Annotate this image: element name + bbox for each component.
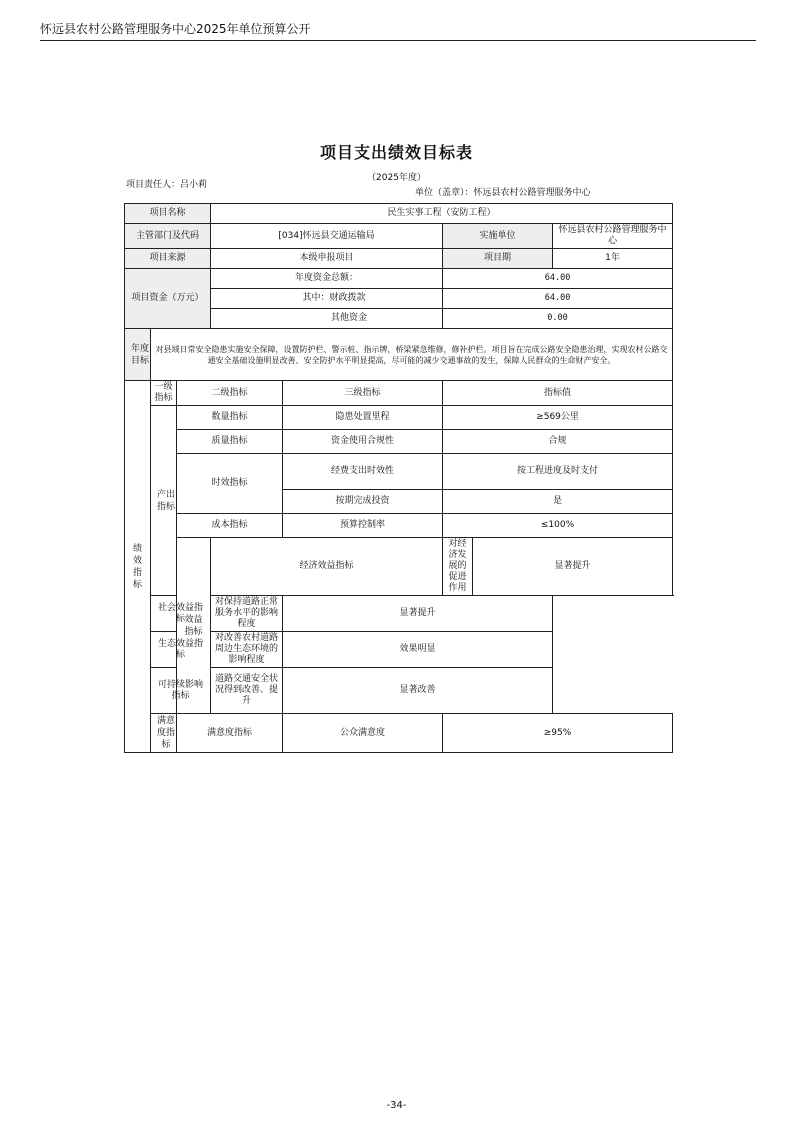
level3-timeliness-b: 按期完成投资: [283, 490, 443, 514]
funds-fiscal-value: 64.00: [443, 289, 673, 309]
document-title: 项目支出绩效目标表: [319, 143, 473, 162]
table-row: [125, 714, 673, 753]
value-cost: ≤100%: [443, 514, 673, 538]
period-label: 项目期: [443, 249, 553, 269]
level3-satisfaction: 公众满意度: [283, 714, 443, 753]
dept-value: [034]怀远县交通运输局: [211, 224, 443, 249]
col-header-level3: 三级指标: [283, 381, 443, 406]
funds-fiscal-label: 其中：财政拨款: [211, 289, 443, 309]
performance-target-table: [124, 203, 673, 753]
level3-quality: 资金使用合规性: [283, 430, 443, 454]
level3-quantity: 隐患处置里程: [283, 406, 443, 430]
table-row: [125, 204, 673, 224]
source-value: 本级申报项目: [211, 249, 443, 269]
col-header-value: 指标值: [443, 381, 673, 406]
output-indicator-label: 产出指标: [151, 406, 177, 596]
value-satisfaction: ≥95%: [443, 714, 673, 753]
level3-economic: 对经济发展的促进作用: [443, 538, 473, 596]
perf-indicator-label: 绩效指标: [125, 381, 151, 753]
level2-quality: 质量指标: [177, 430, 283, 454]
level2-social: 社会效益指标: [151, 596, 211, 632]
value-timeliness-b: 是: [443, 490, 673, 514]
table-row: [125, 514, 673, 538]
level3-cost: 预算控制率: [283, 514, 443, 538]
level3-sustainable: 道路交通安全状况得到改善、提升: [211, 668, 283, 714]
col-header-level1: 一级指标: [151, 381, 177, 406]
benefit-indicator-label: 效益指标: [177, 538, 211, 714]
project-owner: 项目责任人：吕小莉: [126, 180, 208, 190]
value-timeliness-a: 按工程进度及时支付: [443, 454, 673, 490]
level3-timeliness-a: 经费支出时效性: [283, 454, 443, 490]
impl-unit-value: 怀远县农村公路管理服务中心: [553, 224, 673, 249]
col-header-level2: 二级指标: [177, 381, 283, 406]
funds-other-value: 0.00: [443, 309, 673, 329]
project-name-value: 民生实事工程（安防工程）: [211, 204, 673, 224]
level3-social: 对保持道路正常服务水平的影响程度: [211, 596, 283, 632]
level2-timeliness: 时效指标: [177, 454, 283, 514]
document-year: （2025年度）: [367, 173, 426, 183]
level2-satisfaction: 满意度指标: [177, 714, 283, 753]
value-social: 显著提升: [283, 596, 553, 632]
level2-sustainable: 可持续影响指标: [151, 668, 211, 714]
level2-ecological: 生态效益指标: [151, 632, 211, 668]
header-divider: [40, 40, 756, 41]
table-row: [125, 430, 673, 454]
funds-total-value: 64.00: [443, 269, 673, 289]
unit-seal-label: 单位（盖章）：怀远县农村公路管理服务中心: [415, 188, 591, 198]
value-economic: 显著提升: [473, 538, 673, 596]
table-row: [125, 538, 673, 596]
table-row: [125, 269, 673, 289]
funds-other-label: 其他资金: [211, 309, 443, 329]
table-row: [125, 381, 673, 406]
source-label: 项目来源: [125, 249, 211, 269]
funds-label: 项目资金（万元）: [125, 269, 211, 329]
value-quality: 合规: [443, 430, 673, 454]
table-row: [125, 249, 673, 269]
level2-cost: 成本指标: [177, 514, 283, 538]
table-row: [125, 632, 673, 668]
table-row: [125, 668, 673, 714]
page-header-title: 怀远县农村公路管理服务中心2025年单位预算公开: [40, 22, 311, 36]
table-row: [125, 406, 673, 430]
value-quantity: ≥569公里: [443, 406, 673, 430]
period-value: 1年: [553, 249, 673, 269]
table-row: [125, 596, 673, 632]
level2-economic: 经济效益指标: [211, 538, 443, 596]
table-row: [125, 224, 673, 249]
annual-goal-label: 年度目标: [125, 329, 151, 381]
impl-unit-label: 实施单位: [443, 224, 553, 249]
satisfaction-indicator-label: 满意度指标: [151, 714, 177, 753]
annual-goal-text: 对县域日常安全隐患实施安全保障，设置防护栏、警示桩、指示牌，桥梁紧急维修，修补护栏。项目旨在完成公路安全隐患治理，实现农村公路交通安全基础设施明显改善、安全防护水平明显提高，尽可能的减少交通事故的发生，保障人民群众的生命财产安全。: [151, 329, 673, 381]
table-row: [125, 454, 673, 490]
level3-ecological: 对改善农村道路周边生态环境的影响程度: [211, 632, 283, 668]
page-number: -34-: [386, 1100, 407, 1111]
funds-total-label: 年度资金总额：: [211, 269, 443, 289]
value-sustainable: 显著改善: [283, 668, 553, 714]
project-name-label: 项目名称: [125, 204, 211, 224]
level2-quantity: 数量指标: [177, 406, 283, 430]
dept-label: 主管部门及代码: [125, 224, 211, 249]
value-ecological: 效果明显: [283, 632, 553, 668]
table-row: [125, 329, 673, 381]
